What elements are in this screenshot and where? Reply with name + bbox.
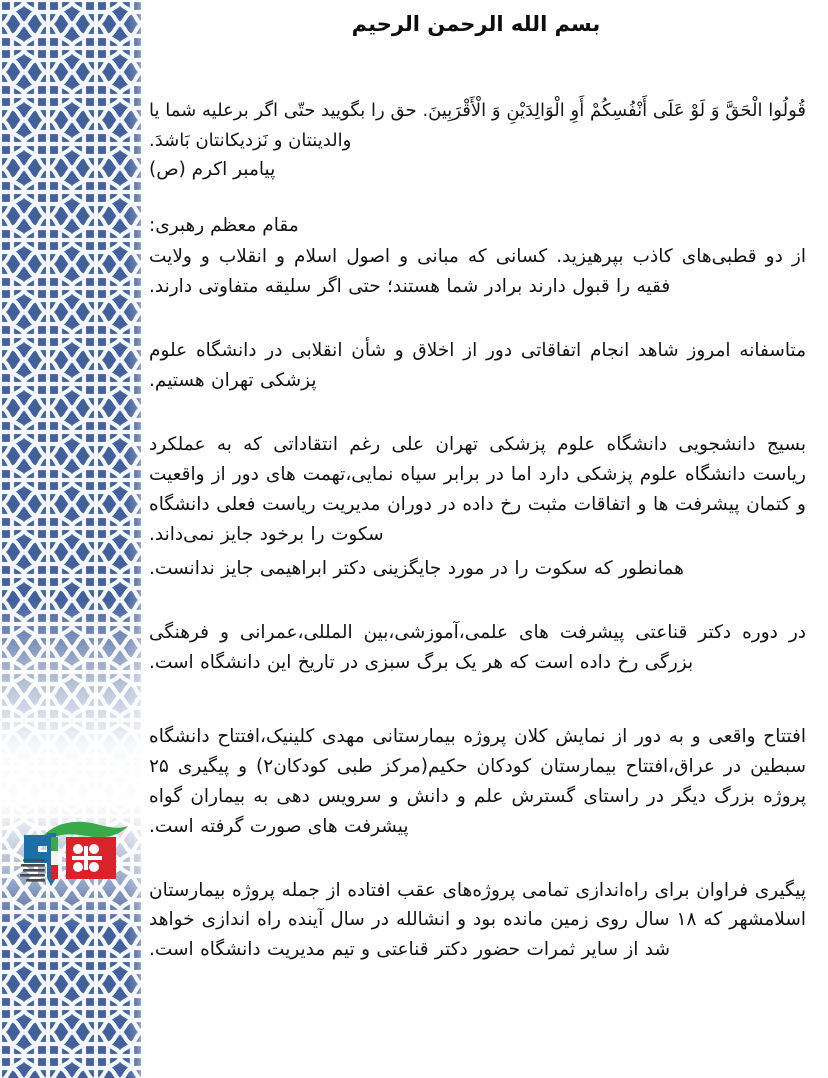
hadith-persian: حق را بگویید حتّی اگر برعلیه شما یا والدینتان و نَزدیکانتان بَاشدَ. <box>149 100 417 152</box>
leader-quote-text: از دو قطبی‌های کاذب بپرهیزید. کسانی که مبانی و اصول اسلام و انقلاب و ولایت فقیه را قبول دارند برادر شما هستند؛ حتی اگر سلیقه متفاوتی دارند. <box>149 245 806 297</box>
bismillah-heading: بسم الله الرحمن الرحیم <box>351 12 601 36</box>
statement-paragraph-2: بسیج دانشجویی دانشگاه علوم پزشکی تهران علی رغم انتقاداتی که به عملکرد ریاست دانشگاه علوم پزشکی دارد اما در برابر سیاه نمایی،تهمت های دور از واقعیت و کتمان پیشرفت ها و اتفاقات مثبت رخ داده در دوران مدیریت ریاست فعلی دانشگاه سکوت را برخود جایز نمی‌داند. <box>149 433 806 545</box>
spacer <box>149 862 806 876</box>
leader-quote-label: مقام معظم رهبری: <box>149 215 299 237</box>
spacer <box>149 604 806 618</box>
statement-paragraph-5: افتتاح واقعی و به دور از نمایش کلان پروژه بیمارستانی مهدی کلینیک،افتتاح دانشگاه سبطین در عراق،افتتاح بیمارستان کودکان حکیم(مرکز طبی کودکان۲) و پیگیری ۲۵ پروژه بزرگ دیگر در راستای گسترش علم و دانش و سرویس دهی به بیماران گواه پیشرفت های صورت گرفته است. <box>149 725 806 837</box>
hadith-arabic: قُولُوا الْحَقَّ وَ لَوْ عَلَى أَنْفُسِكُمْ أَوِ الْوَالِدَيْنِ وَ الْأَقْرَبِينَ. <box>422 100 806 121</box>
hadith-attribution: پیامبر اکرم (ص) <box>149 159 276 181</box>
spacer <box>149 698 806 722</box>
statement-paragraph-6: پیگیری فراوان برای راه‌اندازی تمامی پروژه‌های عقب افتاده از جمله پروژه بیمارستان اسلامشهر که ۱۸ سال روی زمین مانده بود و انشالله در سال آینده راه اندازی خواهد شد از سایر ثمرات حضور دکتر قناعتی و تیم مدیریت دانشگاه است. <box>149 879 806 961</box>
body-text-flow <box>149 96 806 985</box>
islamic-lattice-border <box>0 0 141 1078</box>
basij-student-organization-logo <box>14 815 136 897</box>
statement-paragraph-3: همانطور که سکوت را در مورد جایگزینی دکتر ابراهیمی جایز ندانست. <box>149 557 684 579</box>
lattice-pattern-svg <box>0 0 141 1078</box>
statement-paragraph-1: متاسفانه امروز شاهد انجام اتفاقاتی دور از اخلاق و شأن انقلابی در دانشگاه علوم پزشکی تهران هستیم. <box>149 339 806 391</box>
hadith-text <box>149 96 806 156</box>
logo-svg <box>14 815 136 897</box>
spacer <box>149 416 806 430</box>
statement-paragraph-4: در دوره دکتر قناعتی پیشرفت های علمی،آموزشی،بین المللی،عمرانی و فرهنگی بزرگی رخ داده است که هر یک برگ سبزی در تاریخ این دانشگاه است. <box>149 621 806 673</box>
statement-content <box>146 0 806 1078</box>
spacer <box>149 322 806 336</box>
